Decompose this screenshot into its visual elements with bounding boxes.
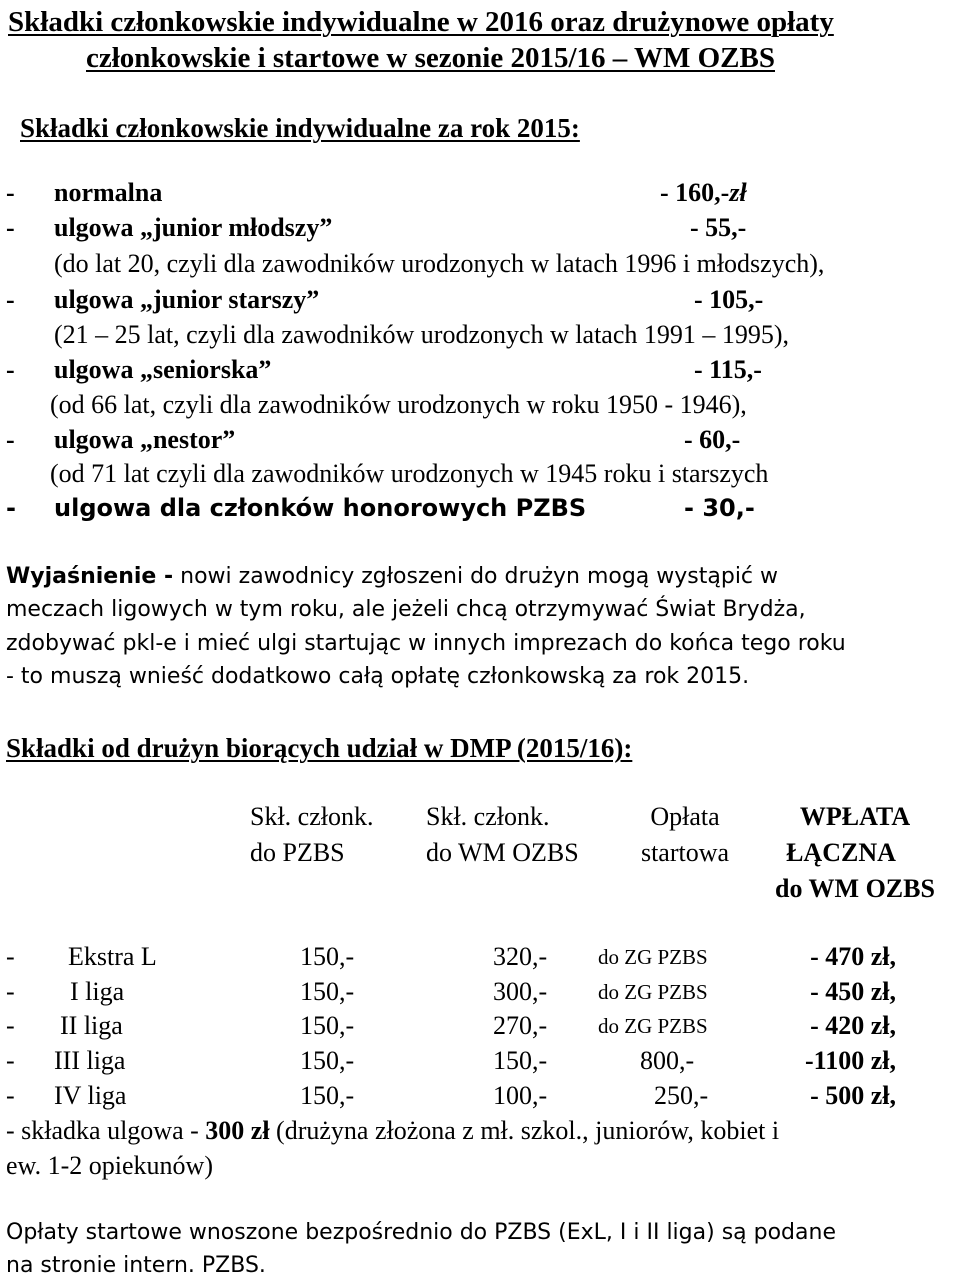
fee-dash: - — [6, 425, 15, 454]
row-league: IV liga — [54, 1081, 127, 1110]
fee-note-nestor: (od 71 lat czyli dla zawodników urodzonych w 1945 roku i starszych — [50, 459, 769, 488]
fee-label-nestor: ulgowa „nestor” — [54, 425, 236, 454]
row-startowa: do ZG PZBS — [598, 945, 708, 969]
team-fees-heading: Składki od drużyn biorących udział w DMP (2015/16): — [6, 733, 633, 763]
row-startowa: 800,- — [640, 1046, 695, 1075]
explanation-line-1: Wyjaśnienie - nowi zawodnicy zgłoszeni do drużyn mogą wystąpić w — [6, 564, 779, 589]
row-wmozbs: 150,- — [493, 1046, 548, 1075]
fee-dash: - — [6, 355, 15, 384]
row-startowa: 250,- — [654, 1081, 709, 1110]
fee-label-junior-starszy: ulgowa „junior starszy” — [54, 285, 320, 314]
row-wmozbs: 100,- — [493, 1081, 548, 1110]
fee-value-seniorska: - 115,- — [694, 355, 762, 384]
row-pzbs: 150,- — [300, 1046, 355, 1075]
row-pzbs: 150,- — [300, 977, 355, 1006]
fee-note-junior-starszy: (21 – 25 lat, czyli dla zawodników urodzonych w latach 1991 – 1995), — [54, 320, 790, 349]
row-total: - 470 zł, — [810, 942, 896, 971]
fee-dash: - — [6, 285, 15, 314]
fee-value-nestor: - 60,- — [684, 425, 741, 454]
col-header-pzbs: Skł. członk. do PZBS — [250, 802, 374, 867]
row-total: - 420 zł, — [810, 1011, 896, 1040]
title-line-1: Składki członkowskie indywidualne w 2016 oraz drużynowe opłaty — [8, 6, 834, 38]
row-league: I liga — [70, 977, 125, 1006]
row-dash: - — [6, 1011, 15, 1040]
row-startowa: do ZG PZBS — [598, 980, 708, 1004]
title-line-2: członkowskie i startowe w sezonie 2015/16 – WM OZBS — [86, 42, 775, 74]
row-league: II liga — [60, 1011, 123, 1040]
fee-note-seniorska: (od 66 lat, czyli dla zawodników urodzonych w roku 1950 - 1946), — [50, 390, 747, 419]
col-header-wmozbs: Skł. członk. do WM OZBS — [426, 802, 579, 867]
explanation-line-3: zdobywać pkl-e i mieć ulgi startując w innych imprezach do końca tego roku — [6, 631, 846, 656]
explanation-line-2: meczach ligowych w tym roku, ale jeżeli chcą otrzymywać Świat Brydża, — [6, 597, 806, 622]
footer-line-2: na stronie intern. PZBS. — [6, 1253, 266, 1278]
fee-value-junior-starszy: - 105,- — [694, 285, 764, 314]
explanation-line-4: - to muszą wnieść dodatkowo całą opłatę członkowską za rok 2015. — [6, 664, 750, 689]
col-header-startowa: Opłata startowa — [640, 802, 730, 867]
row-pzbs: 150,- — [300, 1081, 355, 1110]
fee-label-honorowi: ulgowa dla członków honorowych PZBS — [54, 494, 587, 522]
fee-value-honorowi: - 30,- — [684, 494, 755, 522]
row-league: III liga — [54, 1046, 126, 1075]
row-dash: - — [6, 942, 15, 971]
fee-dash: - — [6, 213, 15, 242]
fee-value-normalna: - 160,-zł — [660, 178, 747, 207]
row-total: - 450 zł, — [810, 977, 896, 1006]
individual-fees-heading: Składki członkowskie indywidualne za rok 2015: — [20, 113, 580, 143]
footer-line-1: Opłaty startowe wnoszone bezpośrednio do PZBS (ExL, I i II liga) są podane — [6, 1220, 836, 1245]
row-league: Ekstra L — [68, 942, 157, 971]
reduced-fee-note-line-2: ew. 1-2 opiekunów) — [6, 1151, 213, 1180]
row-wmozbs: 300,- — [493, 977, 548, 1006]
row-dash: - — [6, 1081, 15, 1110]
row-pzbs: 150,- — [300, 1011, 355, 1040]
fee-dash: - — [6, 178, 15, 207]
fee-label-normalna: normalna — [54, 178, 163, 207]
row-dash: - — [6, 977, 15, 1006]
row-total: - 500 zł, — [810, 1081, 896, 1110]
row-wmozbs: 320,- — [493, 942, 548, 971]
row-dash: - — [6, 1046, 15, 1075]
row-pzbs: 150,- — [300, 942, 355, 971]
row-total: -1100 zł, — [805, 1046, 896, 1075]
fee-dash: - — [6, 494, 16, 522]
col-header-total: WPŁATA ŁĄCZNA do WM OZBS — [775, 802, 935, 903]
row-wmozbs: 270,- — [493, 1011, 548, 1040]
fee-note-junior-mlodszy: (do lat 20, czyli dla zawodników urodzonych w latach 1996 i młodszych), — [54, 249, 825, 278]
fee-label-junior-mlodszy: ulgowa „junior młodszy” — [54, 213, 333, 242]
fee-label-seniorska: ulgowa „seniorska” — [54, 355, 272, 384]
fee-value-junior-mlodszy: - 55,- — [690, 213, 747, 242]
row-startowa: do ZG PZBS — [598, 1014, 708, 1038]
reduced-fee-note: - składka ulgowa - 300 zł (drużyna złożona z mł. szkol., juniorów, kobiet i — [6, 1116, 780, 1145]
